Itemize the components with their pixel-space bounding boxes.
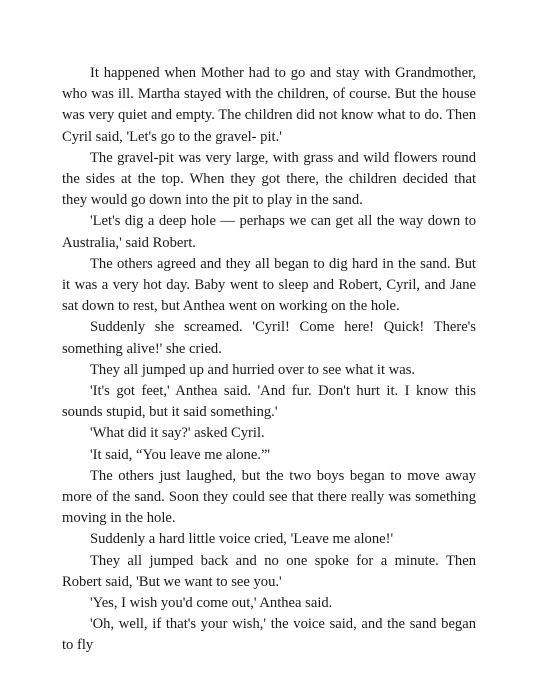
paragraph: The others agreed and they all began to dig hard in the sand. But it was a very hot day. Baby went to sleep and Robert, Cyril, and Jane sat down to rest, but Anthea went on working on the hole.: [62, 255, 476, 315]
paragraph: 'Let's dig a deep hole — perhaps we can get all the way down to Australia,' said Robert.: [62, 213, 476, 251]
paragraph: The others just laughed, but the two boys began to move away more of the sand. Soon they could see that there really was something moving in the hole.: [62, 467, 476, 527]
paragraph: They all jumped up and hurried over to see what it was.: [90, 361, 416, 378]
paragraph: 'Yes, I wish you'd come out,' Anthea said.: [90, 595, 333, 612]
paragraph: 'Oh, well, if that's your wish,' the voice said, and the sand began to fly: [62, 616, 476, 654]
paragraph: Suddenly a hard little voice cried, 'Leave me alone!': [90, 531, 394, 548]
paragraph: 'It's got feet,' Anthea said. 'And fur. Don't hurt it. I know this sounds stupid, but it said something.': [62, 383, 476, 421]
paragraph: 'What did it say?' asked Cyril.: [90, 425, 265, 442]
paragraph: It happened when Mother had to go and stay with Grandmother, who was ill. Martha stayed with the children, of course. But the house was very quiet and empty. The children did not know what to do. Then Cyril said, 'Let's go to the gravel- pit.': [62, 65, 476, 145]
paragraph: 'It said, “You leave me alone.”': [90, 446, 271, 463]
paragraph: The gravel-pit was very large, with grass and wild flowers round the sides at the top. When they got there, the children decided that they would go down into the pit to play in the sand.: [62, 149, 476, 209]
paragraph: Suddenly she screamed. 'Cyril! Come here! Quick! There's something alive!' she cried.: [62, 319, 476, 357]
document-page: [62, 63, 476, 657]
paragraph: They all jumped back and no one spoke for a minute. Then Robert said, 'But we want to see you.': [62, 552, 476, 590]
